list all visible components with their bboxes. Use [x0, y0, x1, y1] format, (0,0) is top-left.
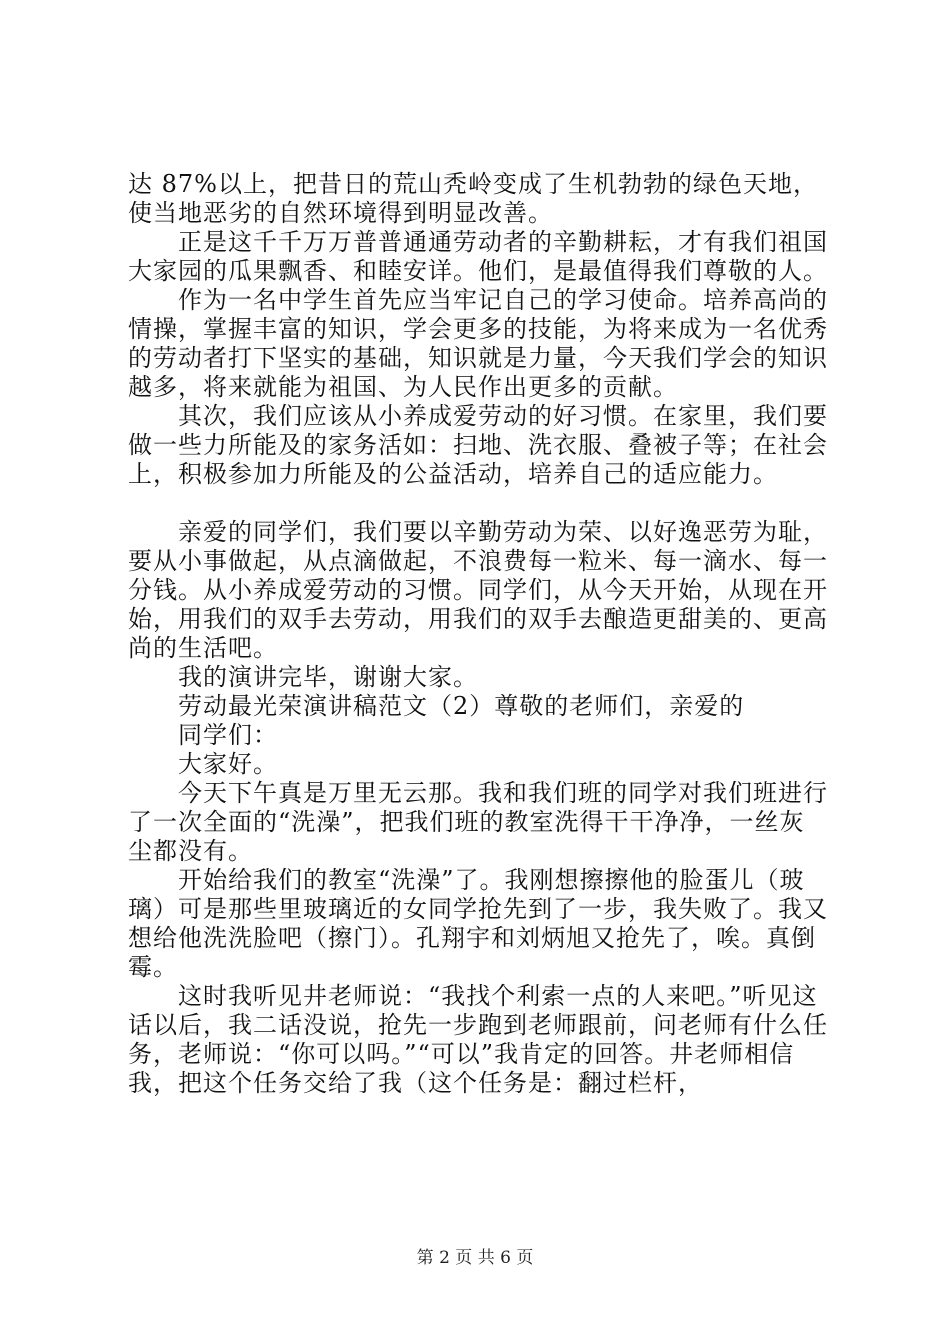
paragraph-1: 达 87%以上，把昔日的荒山秃岭变成了生机勃勃的绿色天地，使当地恶劣的自然环境得到明显改善。	[128, 170, 818, 227]
paragraph-10: 今天下午真是万里无云那。我和我们班的同学对我们班进行了一次全面的“洗澡”，把我们班的教室洗得干干净净，一丝灰尘都没有。	[128, 779, 828, 865]
paragraph-7: 劳动最光荣演讲稿范文（2）尊敬的老师们，亲爱的	[128, 692, 745, 720]
paragraph-5: 亲爱的同学们，我们要以辛勤劳动为荣、以好逸恶劳为耻，要从小事做起，从点滴做起，不浪费每一粒米、每一滴水、每一分钱。从小养成爱劳动的习惯。同学们，从今天开始，从现在开始，用我们的双手去劳动，用我们的双手去酿造更甜美的、更高尚的生活吧。	[128, 518, 828, 662]
document-body	[128, 170, 828, 1098]
paragraph-4: 其次，我们应该从小养成爱劳动的好习惯。在家里，我们要做一些力所能及的家务活如：扫地、洗衣服、叠被子等；在社会上，积极参加力所能及的公益活动，培养自己的适应能力。	[128, 402, 828, 488]
paragraph-2: 正是这千千万万普普通通劳动者的辛勤耕耘，才有我们祖国大家园的瓜果飘香、和睦安详。他们，是最值得我们尊敬的人。	[128, 228, 828, 285]
paragraph-6: 我的演讲完毕，谢谢大家。	[128, 663, 478, 691]
paragraph-8: 同学们：	[128, 721, 278, 749]
paragraph-spacer	[128, 489, 828, 518]
paragraph-3: 作为一名中学生首先应当牢记自己的学习使命。培养高尚的情操，掌握丰富的知识，学会更多的技能，为将来成为一名优秀的劳动者打下坚实的基础，知识就是力量，今天我们学会的知识越多，将来就能为祖国、为人民作出更多的贡献。	[128, 286, 828, 401]
paragraph-9: 大家好。	[128, 750, 278, 778]
page-footer: 第 2 页 共 6 页	[416, 1248, 534, 1268]
paragraph-11: 开始给我们的教室“洗澡”了。我刚想擦擦他的脸蛋儿（玻璃）可是那些里玻璃近的女同学抢先到了一步，我失败了。我又想给他洗洗脸吧（擦门）。孔翔宇和刘炳旭又抢先了，唉。真倒霉。	[128, 866, 828, 981]
paragraph-12: 这时我听见井老师说：“我找个利索一点的人来吧。”听见这话以后，我二话没说，抢先一步跑到老师跟前，问老师有什么任务，老师说：“你可以吗。”“可以”我肯定的回答。井老师相信我，把这个任务交给了我（这个任务是：翻过栏杆，	[128, 982, 828, 1097]
